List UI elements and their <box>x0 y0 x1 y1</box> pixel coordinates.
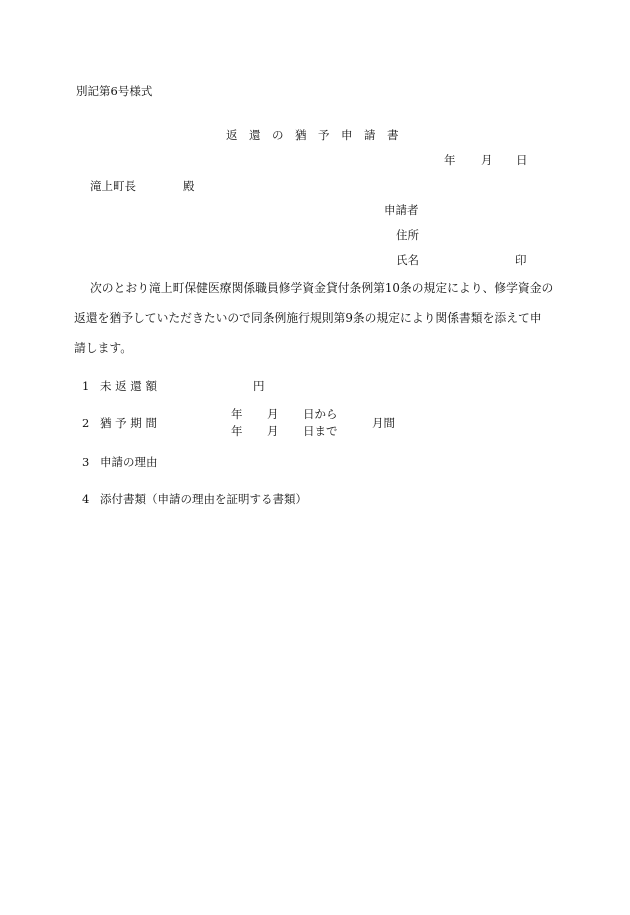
body-line-1: 次のとおり滝上町保健医療関係職員修学資金貸付条例第10条の規定により、修学資金の <box>90 281 554 295</box>
item3-label: 申請の理由 <box>100 455 158 469</box>
item1-number: 1 <box>82 379 90 393</box>
item2-number: 2 <box>82 416 90 430</box>
date-day-label: 日 <box>516 153 528 167</box>
applicant-address-label: 住所 <box>396 228 419 242</box>
item2-from-year: 年 <box>231 407 243 421</box>
item2-label: 猶 予 期 間 <box>100 416 157 430</box>
item2-from-month: 月 <box>267 407 279 421</box>
form-label: 別記第6号様式 <box>76 84 153 98</box>
date-year-label: 年 <box>444 153 456 167</box>
item3-number: 3 <box>82 455 90 469</box>
item2-months-unit: 月間 <box>372 416 395 430</box>
addressee-name: 滝上町長 <box>90 179 136 193</box>
item2-from-day: 日から <box>303 407 338 421</box>
item1-unit: 円 <box>253 379 265 393</box>
document-title: 返 還 の 猶 予 申 請 書 <box>226 128 399 142</box>
applicant-name-label: 氏名 <box>396 253 419 267</box>
body-line-2: 返還を猶予していただきたいので同条例施行規則第9条の規定により関係書類を添えて申 <box>74 311 542 325</box>
item4-label: 添付書類（申請の理由を証明する書類） <box>100 492 307 506</box>
item2-to-day: 日まで <box>303 424 338 438</box>
applicant-seal: 印 <box>515 253 527 267</box>
date-month-label: 月 <box>481 153 493 167</box>
addressee-honorific: 殿 <box>183 179 195 193</box>
item2-to-month: 月 <box>267 424 279 438</box>
item2-to-year: 年 <box>231 424 243 438</box>
body-line-3: 請します。 <box>74 341 133 355</box>
applicant-heading: 申請者 <box>384 203 419 217</box>
item1-label: 未 返 還 額 <box>100 379 157 393</box>
item4-number: 4 <box>82 492 90 506</box>
